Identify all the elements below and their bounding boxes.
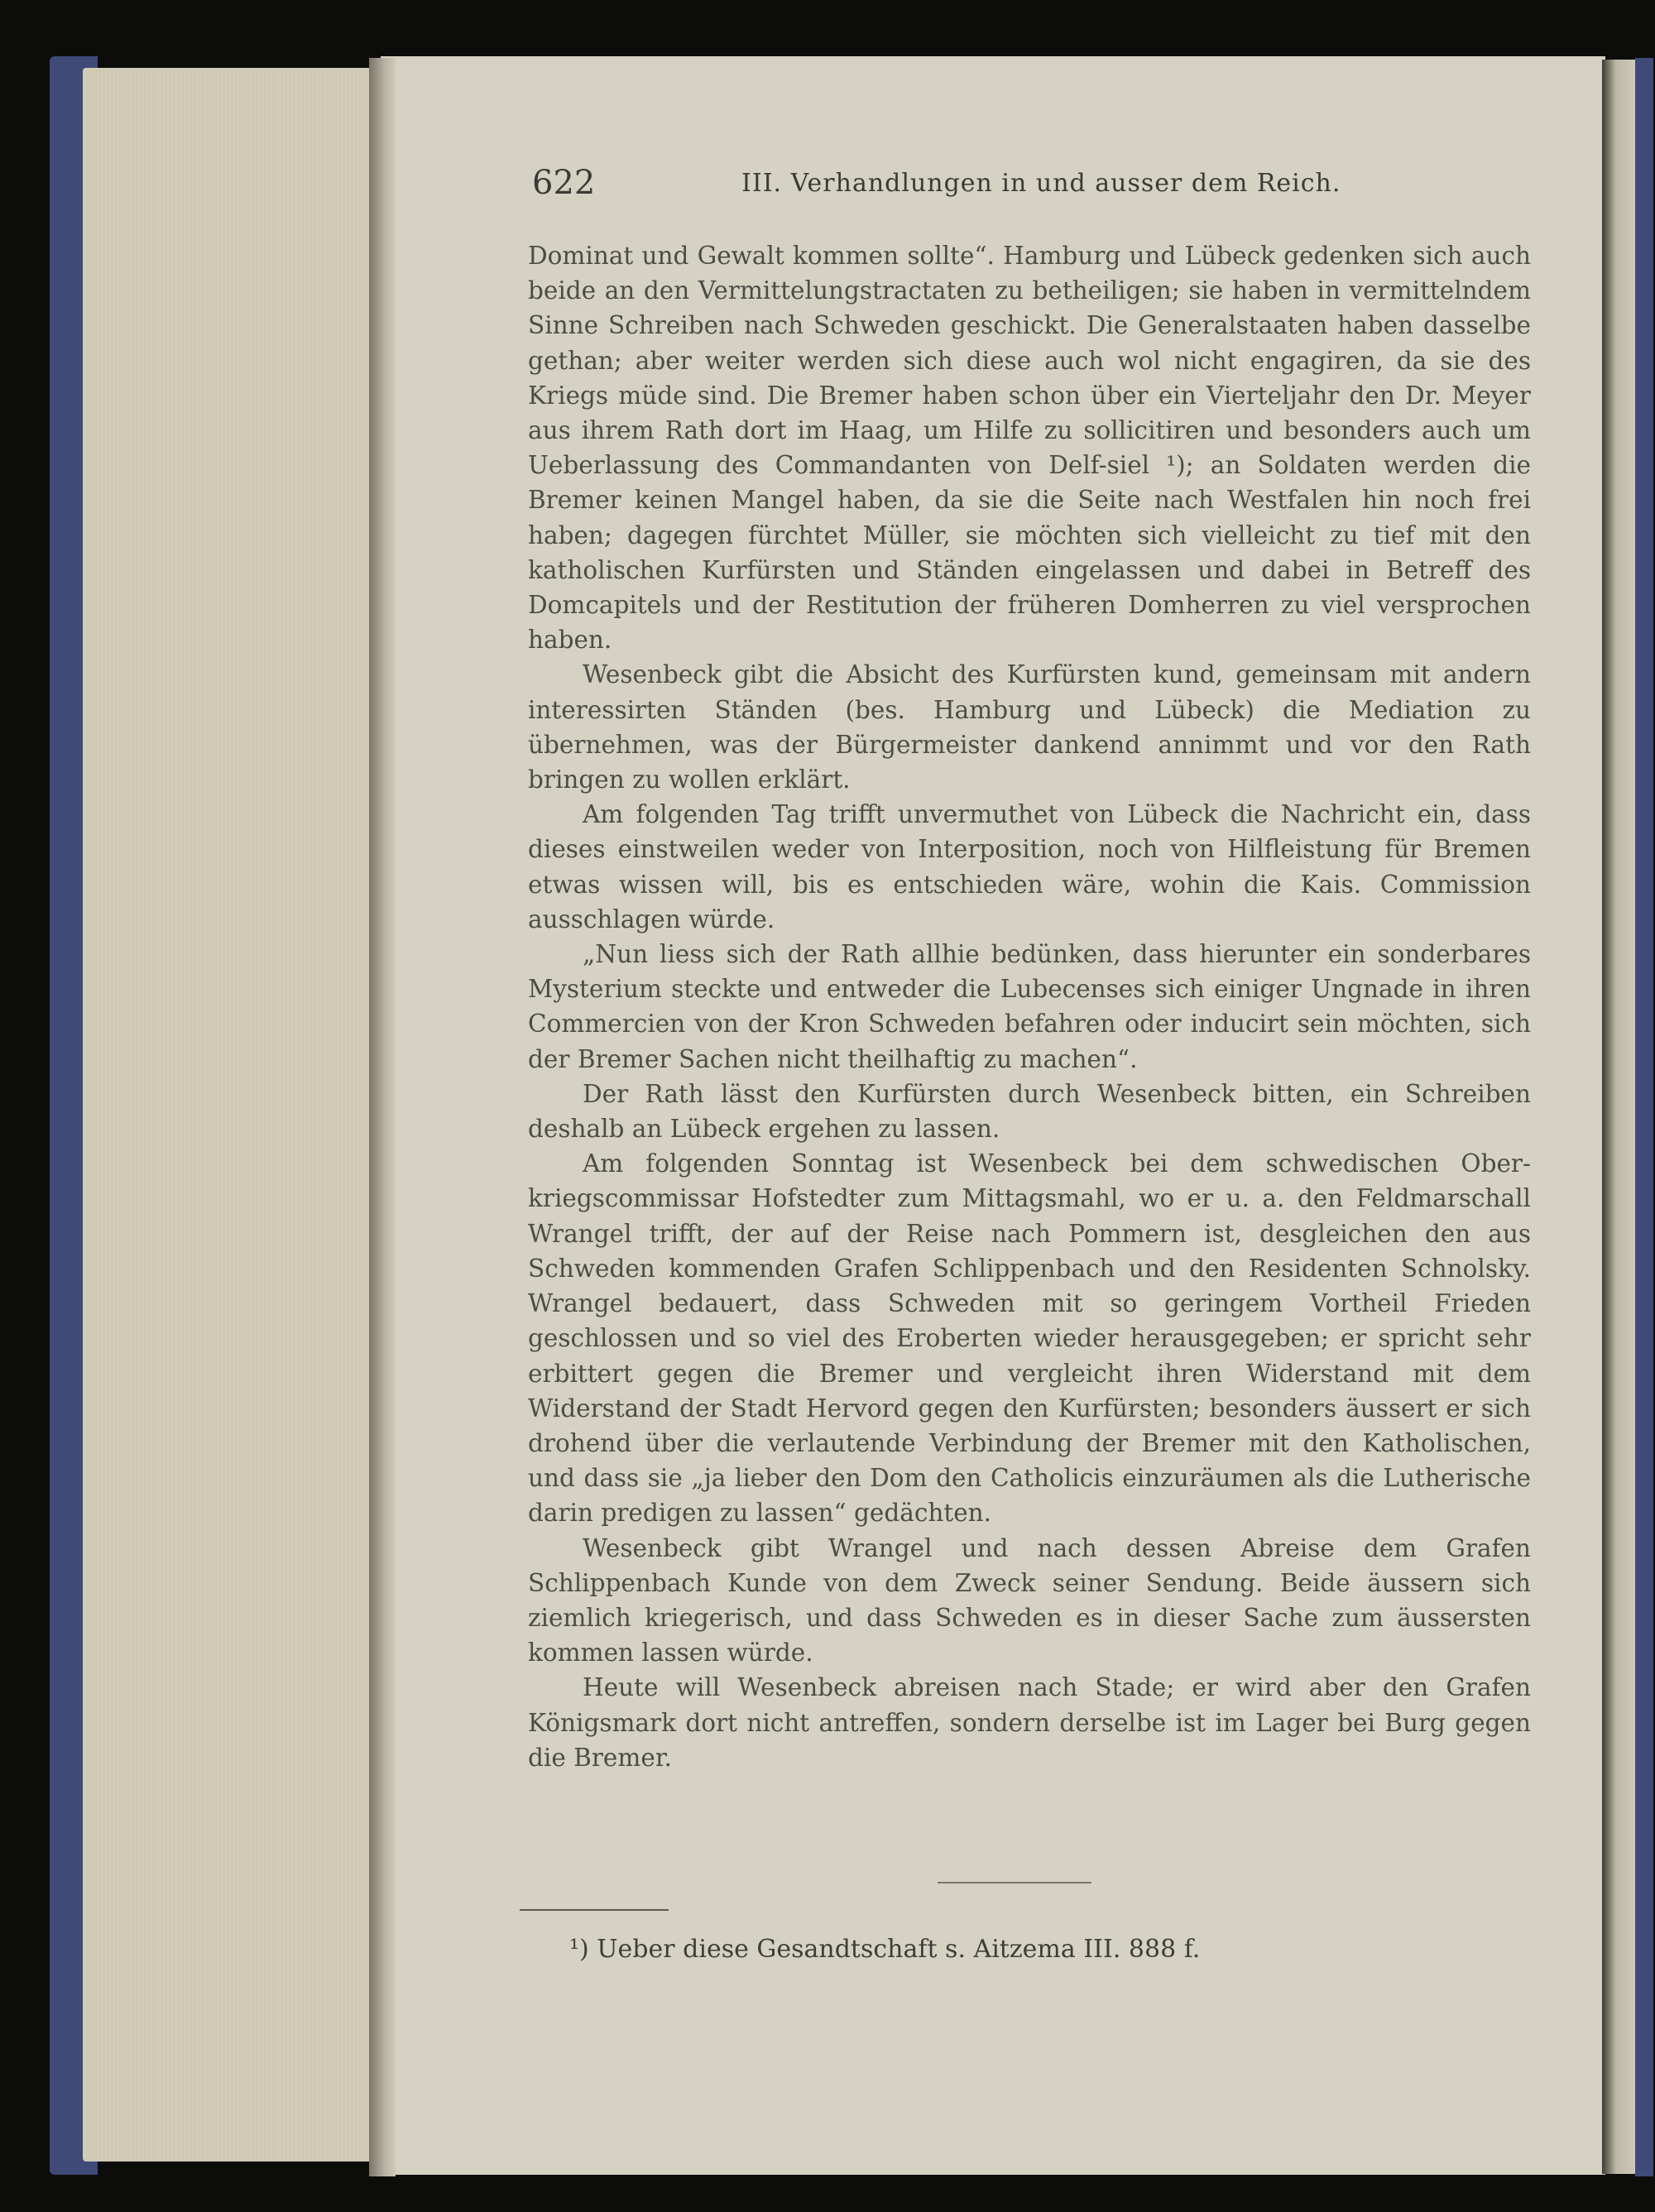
section-end-rule xyxy=(938,1882,1091,1883)
running-head: III. Verhandlungen in und ausser dem Reich. xyxy=(741,169,1341,198)
page-edges xyxy=(83,68,377,2162)
body-text xyxy=(528,238,1531,1775)
next-page-edge xyxy=(1602,60,1637,2174)
page-gutter xyxy=(369,58,396,2176)
footnote: ¹) Ueber diese Gesandtschaft s. Aitzema III. 888 f. xyxy=(569,1935,1201,1964)
page-number: 622 xyxy=(532,164,596,202)
footnote-rule xyxy=(520,1909,669,1911)
paragraph: Wesenbeck gibt Wrangel und nach dessen Abreise dem Grafen Schlippenbach Kunde von dem Zweck seiner Sendung. Beide äussern sich ziemlich kriegerisch, und dass Schweden es in dieser Sache zum äussersten kommen lassen würde. xyxy=(528,1533,1531,1667)
paragraph: Am folgenden Tag trifft unvermuthet von Lübeck die Nachricht ein, dass dieses einstweilen weder von Interposition, noch von Hilfleistung für Bremen etwas wissen will, bis es entschieden wäre, wohin die Kais. Commission ausschlagen würde. xyxy=(528,800,1531,933)
paragraph: Wesenbeck gibt die Absicht des Kurfürsten kund, gemeinsam mit andern interessirten Ständen (bes. Hamburg und Lübeck) die Mediation zu übernehmen, was der Bürgermeister dankend annimmt und vor den Rath bringen zu wollen erklärt. xyxy=(528,660,1531,794)
paragraph: Der Rath lässt den Kurfürsten durch Wesenbeck bitten, ein Schreiben deshalb an Lübeck ergehen zu lassen. xyxy=(528,1079,1531,1144)
paragraph: Dominat und Gewalt kommen sollte“. Hamburg und Lübeck gedenken sich auch beide an den Vermittelungstractaten zu betheiligen; sie haben in vermittelndem Sinne Schreiben nach Schweden geschickt. Die Generalstaaten haben dasselbe gethan; aber weiter werden sich diese auch wol nicht engagiren, da sie des Kriegs müde sind. Die Bremer haben schon über ein Vierteljahr den Dr. Meyer aus ihrem Rath dort im Haag, um Hilfe zu sollicitiren und besonders auch um Ueberlassung des Commandanten von Delf-siel ¹); an Soldaten werden die Bremer keinen Mangel haben, da sie die Seite nach Westfalen hin noch frei haben; dagegen fürchtet Müller, sie möchten sich vielleicht zu tief mit den katholischen Kurfürsten und Ständen eingelassen und dabei in Betreff des Domcapitels und der Restitution der früheren Domherren zu viel versprochen haben. xyxy=(528,242,1531,655)
book-cover-right xyxy=(1635,58,1653,2176)
paragraph: Heute will Wesenbeck abreisen nach Stade; er wird aber den Grafen Königsmark dort nicht antreffen, sondern derselbe ist im Lager bei Burg gegen die Bremer. xyxy=(528,1673,1531,1772)
paragraph: Am folgenden Sonntag ist Wesenbeck bei dem schwedischen Oberkriegscommissar Hofstedter zum Mittagsmahl, wo er u. a. den Feldmarschall Wrangel trifft, der auf der Reise nach Pommern ist, desgleichen den aus Schweden kommenden Grafen Schlippenbach und den Residenten Schnolsky. Wrangel bedauert, dass Schweden mit so geringem Vortheil Frieden geschlossen und so viel des Eroberten wieder herausgegeben; er spricht sehr erbittert gegen die Bremer und vergleicht ihren Widerstand mit dem Widerstand der Stadt Hervord gegen den Kurfürsten; besonders äussert er sich drohend über die verlautende Verbindung der Bremer mit den Katholischen, und dass sie „ja lieber den Dom den Catholicis einzuräumen als die Lutherische darin predigen zu lassen“ gedächten. xyxy=(528,1149,1531,1528)
paragraph: „Nun liess sich der Rath allhie bedünken, dass hierunter ein sonderbares Mysterium steckte und entweder die Lubecenses sich einiger Ungnade in ihren Commercien von der Kron Schweden befahren oder inducirt sein möchten, sich der Bremer Sachen nicht theilhaftig zu machen“. xyxy=(528,940,1531,1073)
page-header xyxy=(532,164,1360,214)
